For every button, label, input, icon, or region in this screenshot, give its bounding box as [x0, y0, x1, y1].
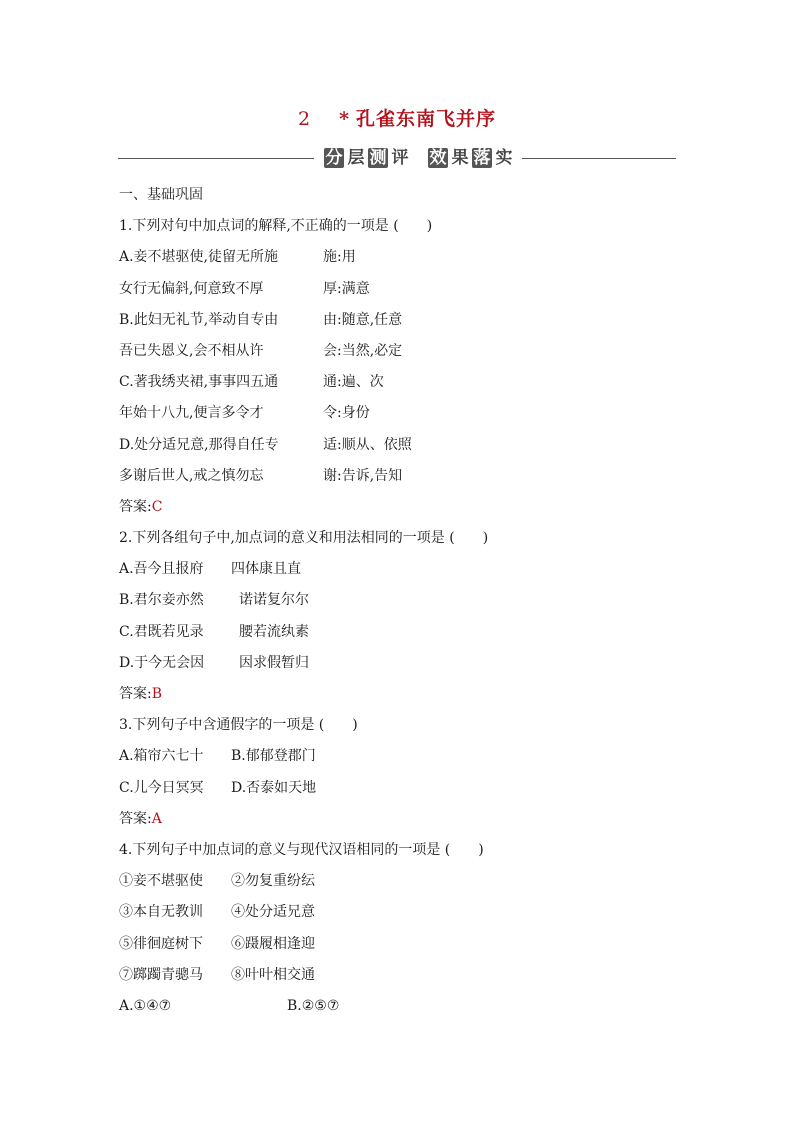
q4-row: [119, 866, 679, 897]
q1-gloss: 施:用: [323, 249, 356, 266]
q1-answer: [119, 492, 679, 523]
banner-words: [323, 146, 515, 170]
banner-char: 评: [391, 148, 409, 168]
q2-row: [119, 585, 679, 616]
q1-row: [119, 274, 679, 305]
q4-item: ⑦踯躅青骢马: [119, 966, 203, 983]
q4-row: [119, 897, 679, 928]
question-3-stem: 3.下列句子中含通假字的一项是 ( ): [119, 717, 358, 734]
q4-option-a: A.①④⑦: [119, 997, 172, 1014]
q2-answer: [119, 679, 679, 710]
q1-row: [119, 305, 679, 336]
q4-row: [119, 960, 679, 991]
q4-item: ⑥蹑履相逢迎: [231, 935, 315, 952]
q2-row: [119, 648, 679, 679]
q1-row: [119, 242, 679, 273]
q2-sentence-b: 四体康且直: [231, 561, 301, 578]
question-4-stem: 4.下列句子中加点词的意义与现代汉语相同的一项是 ( ): [119, 841, 484, 858]
exercise-content: [119, 180, 679, 1022]
q1-sentence: 女行无偏斜,何意致不厚: [119, 280, 264, 297]
q4-item: ③本自无教训: [119, 904, 203, 921]
lesson-name: 孔雀东南飞并序: [356, 108, 497, 130]
banner-char: 分: [325, 148, 343, 168]
q4-item: ①妾不堪驱使: [119, 873, 203, 890]
banner-line-right: [522, 158, 676, 159]
banner-char: 果: [451, 148, 469, 168]
q1-sentence: 年始十八九,便言多令才: [119, 405, 264, 422]
q1-gloss: 厚:满意: [323, 280, 370, 297]
section-heading: 一、基础巩固: [119, 187, 203, 203]
q3-row: [119, 773, 679, 804]
answer-value: A: [151, 810, 162, 827]
q4-row: [119, 929, 679, 960]
answer-label: 答案:: [119, 498, 152, 515]
q4-item: ⑤徘徊庭树下: [119, 935, 203, 952]
banner-char: 效: [429, 148, 447, 168]
q4-item: ④处分适兄意: [231, 904, 315, 921]
q1-gloss: 适:顺从、依照: [323, 436, 412, 453]
banner-char: 落: [473, 148, 491, 168]
banner-char: 测: [369, 148, 387, 168]
q1-row: [119, 367, 679, 398]
q1-sentence: 吾已失恩义,会不相从许: [119, 342, 264, 359]
q3-row: [119, 741, 679, 772]
q3-answer: [119, 804, 679, 835]
q2-sentence-a: A.吾今且报府: [119, 561, 204, 578]
q1-gloss: 通:遍、次: [323, 374, 384, 391]
q3-option: A.箱帘六七十: [119, 748, 204, 765]
lesson-title: [0, 104, 794, 131]
lesson-number: 2: [297, 108, 312, 130]
q2-row: [119, 554, 679, 585]
q2-sentence-b: 腰若流纨素: [239, 623, 309, 640]
q1-gloss: 由:随意,任意: [323, 311, 403, 328]
q2-sentence-a: B.君尔妾亦然: [119, 592, 204, 609]
answer-value: B: [151, 686, 163, 702]
q1-row: [119, 336, 679, 367]
q3-option: C.儿今日冥冥: [119, 779, 204, 796]
q1-sentence: C.著我绣夹裙,事事四五通: [119, 374, 279, 391]
q1-sentence: A.妾不堪驱使,徒留无所施: [119, 249, 279, 266]
section-banner: [118, 146, 676, 170]
answer-label: 答案:: [119, 810, 152, 827]
question-2-stem: 2.下列各组句子中,加点词的意义和用法相同的一项是 ( ): [119, 530, 489, 547]
q1-gloss: 令:身份: [323, 405, 370, 422]
q1-row: [119, 461, 679, 492]
q1-gloss: 会:当然,必定: [323, 342, 403, 359]
q1-row: [119, 398, 679, 429]
banner-char: 实: [495, 148, 513, 168]
q2-sentence-b: 诺诺复尔尔: [239, 592, 309, 609]
q4-option-b: B.②⑤⑦: [287, 997, 340, 1014]
q2-sentence-b: 因求假暂归: [239, 654, 309, 671]
q4-options: [119, 991, 679, 1022]
q1-gloss: 谢:告诉,告知: [323, 467, 403, 484]
q2-sentence-a: D.于今无会因: [119, 654, 205, 671]
banner-char: 层: [347, 148, 365, 168]
banner-line-left: [118, 158, 314, 159]
star-mark: *: [339, 108, 350, 130]
q2-row: [119, 617, 679, 648]
q4-item: ②勿复重纷纭: [231, 873, 315, 890]
q4-item: ⑧叶叶相交通: [231, 966, 315, 983]
q1-sentence: D.处分适兄意,那得自任专: [119, 436, 279, 453]
answer-label: 答案:: [119, 686, 152, 702]
question-1-stem: 1.下列对句中加点词的解释,不正确的一项是 ( ): [119, 218, 433, 235]
q1-sentence: B.此妇无礼节,举动自专由: [119, 311, 279, 328]
q2-sentence-a: C.君既若见录: [119, 623, 204, 640]
q3-option: D.否泰如天地: [231, 779, 317, 796]
q3-option: B.郁郁登郡门: [231, 748, 316, 765]
q1-sentence: 多谢后世人,戒之慎勿忘: [119, 467, 264, 484]
answer-value: C: [151, 498, 163, 515]
q1-row: [119, 430, 679, 461]
